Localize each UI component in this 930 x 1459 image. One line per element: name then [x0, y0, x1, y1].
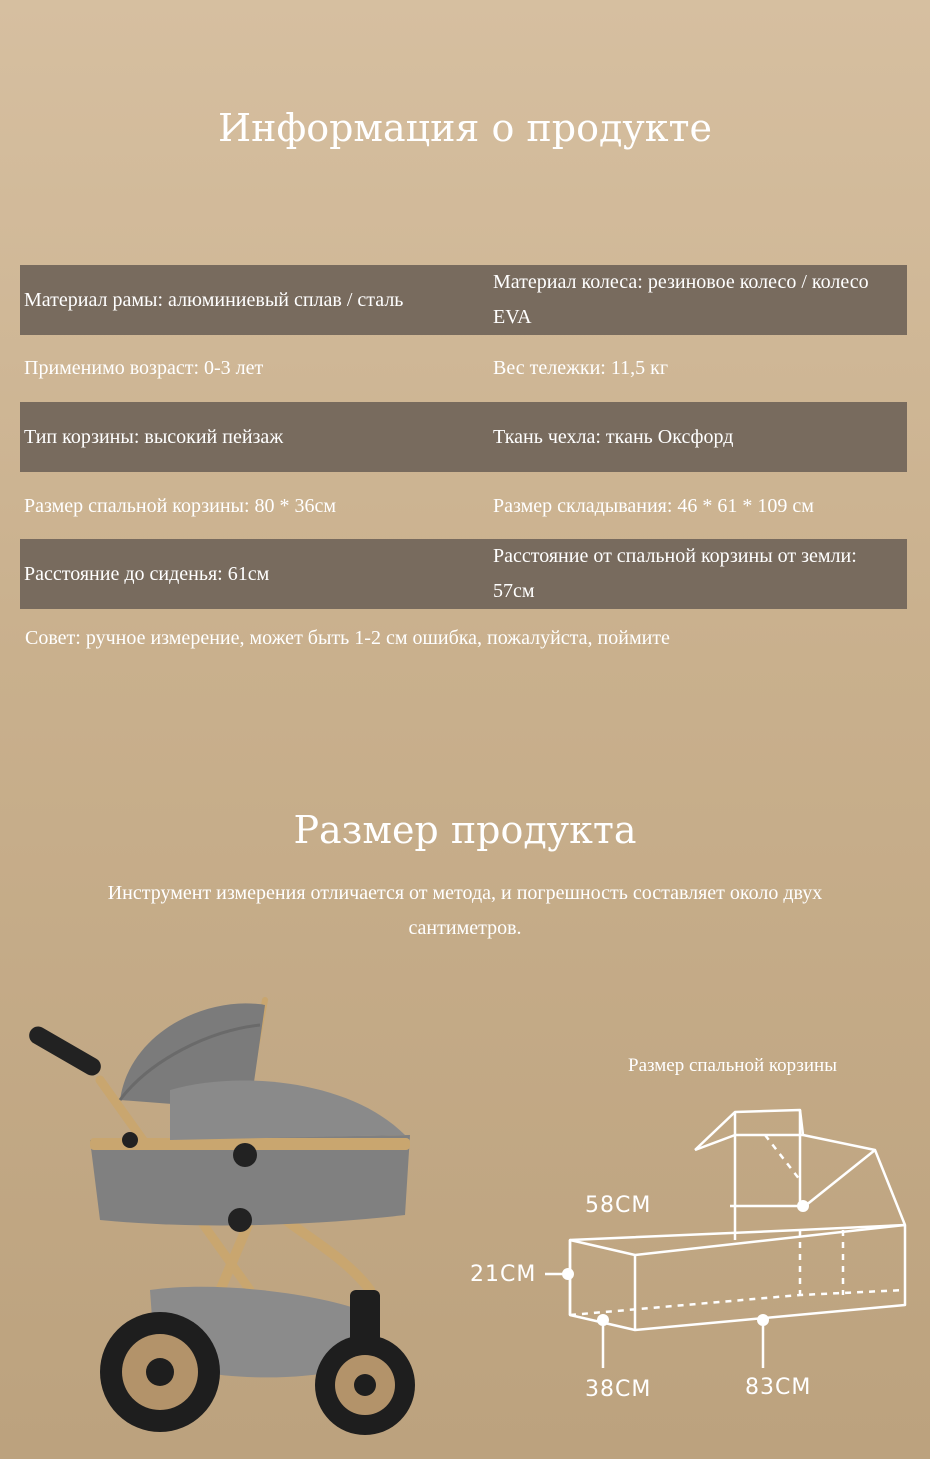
bassinet-diagram — [455, 1090, 925, 1420]
spec-row — [20, 265, 907, 335]
spec-age: Применимо возраст: 0-3 лет — [24, 356, 264, 379]
spec-row — [20, 471, 907, 541]
spec-row — [20, 539, 907, 609]
spec-weight: Вес тележки: 11,5 кг — [493, 356, 669, 379]
info-title: Информация о продукте — [218, 106, 712, 150]
size-subtitle: Инструмент измерения отличается от метода, и погрешность составляет около двух сантиметров. — [107, 882, 823, 939]
spec-ground-distance: Расстояние от спальной корзины от земли: 57см — [493, 545, 857, 602]
spec-row — [20, 402, 907, 472]
stroller-image — [20, 990, 440, 1450]
dim-21-label: 21CM — [470, 1262, 537, 1287]
size-title: Размер продукта — [293, 808, 637, 852]
spec-fabric: Ткань чехла: ткань Оксфорд — [493, 425, 734, 448]
dim-83-label: 83CM — [745, 1375, 812, 1400]
diagram-title: Размер спальной корзины — [628, 1055, 837, 1076]
spec-folded-size: Размер складывания: 46 * 61 * 109 см — [493, 494, 814, 517]
dim-38-label: 38CM — [585, 1377, 652, 1402]
measurement-tip: Совет: ручное измерение, может быть 1-2 см ошибка, пожалуйста, поймите — [25, 627, 670, 649]
dim-58-label: 58CM — [585, 1193, 652, 1218]
spec-row — [20, 333, 907, 403]
spec-wheel-material: Материал колеса: резиновое колесо / колесо EVA — [493, 271, 869, 328]
spec-seat-distance: Расстояние до сиденья: 61см — [24, 562, 270, 585]
spec-basket-type: Тип корзины: высокий пейзаж — [24, 425, 284, 448]
spec-frame-material: Материал рамы: алюминиевый сплав / сталь — [24, 288, 404, 311]
spec-basket-size: Размер спальной корзины: 80 * 36см — [24, 494, 337, 517]
